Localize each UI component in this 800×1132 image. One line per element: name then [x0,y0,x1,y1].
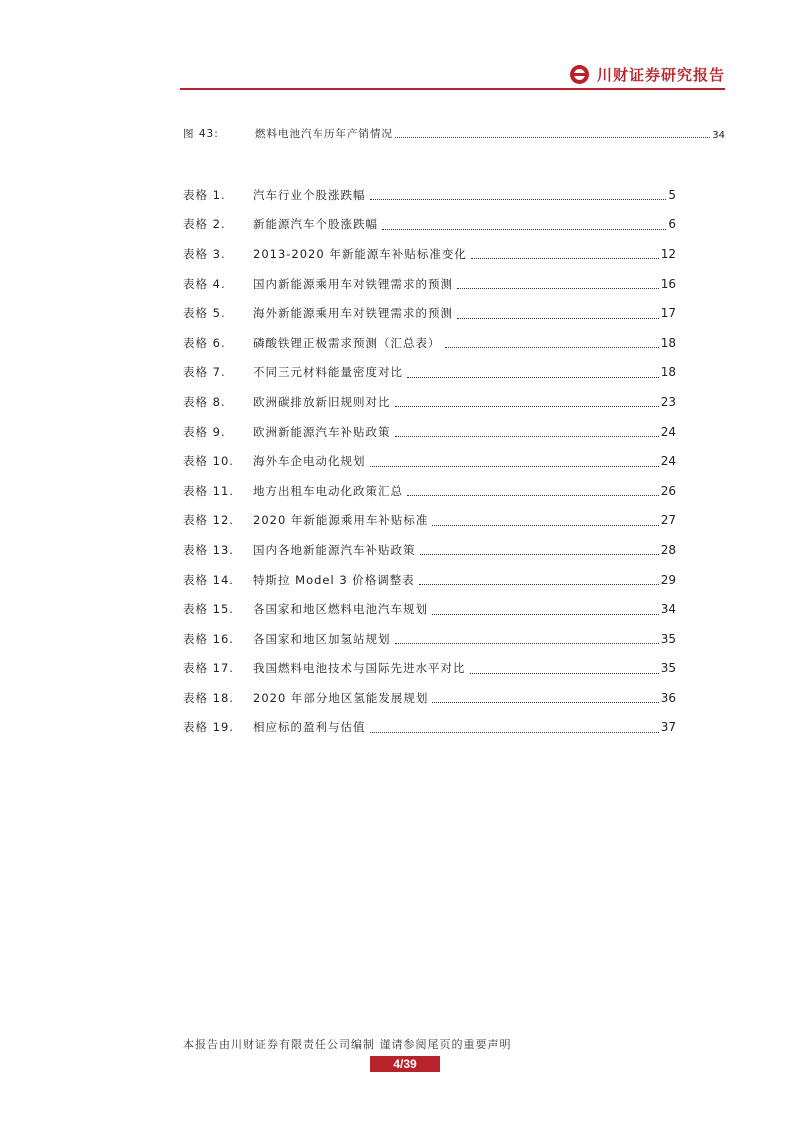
toc-table-entry[interactable] [183,387,676,417]
table-label: 表格 4. [183,276,226,291]
leader-dots [432,515,658,526]
table-title: 2020 年新能源乘用车补贴标准 [253,513,429,528]
toc-table-entry[interactable] [183,535,676,565]
table-page: 29 [660,572,676,587]
toc-table-entry[interactable] [183,476,676,506]
leader-dots [370,456,659,467]
table-of-tables [183,180,676,742]
table-title: 2020 年部分地区氢能发展规划 [253,690,429,705]
table-label: 表格 2. [183,217,226,232]
table-title: 国内各地新能源汽车补贴政策 [253,542,416,557]
table-title: 我国燃料电池技术与国际先进水平对比 [253,661,466,676]
leader-dots [407,367,659,378]
toc-table-entry[interactable] [183,713,676,743]
footer-disclaimer: 本报告由川财证券有限责任公司编制 谨请参阅尾页的重要声明 [183,1038,512,1051]
table-label: 表格 5. [183,306,226,321]
toc-table-entry[interactable] [183,358,676,388]
table-label: 表格 9. [183,424,226,439]
table-label: 表格 1. [183,187,226,202]
table-title: 磷酸铁锂正极需求预测（汇总表） [253,335,441,350]
table-label: 表格 12. [183,513,234,528]
table-label: 表格 14. [183,572,234,587]
toc-figure-entry[interactable] [183,125,725,141]
table-page: 28 [660,542,676,557]
header-divider [180,88,725,90]
leader-dots [395,137,710,138]
table-label: 表格 17. [183,661,234,676]
table-page: 16 [660,276,676,291]
leader-dots [419,574,659,585]
leader-dots [395,396,659,407]
figure-title: 燃料电池汽车历年产销情况 [255,128,393,140]
leader-dots [445,337,659,348]
table-label: 表格 18. [183,690,234,705]
toc-table-entry[interactable] [183,239,676,269]
table-label: 表格 16. [183,631,234,646]
table-page: 12 [660,246,676,261]
leader-dots [382,219,666,230]
figure-page: 34 [712,130,725,141]
table-page: 18 [660,365,676,380]
table-page: 27 [660,513,676,528]
toc-table-entry[interactable] [183,180,676,210]
toc-table-entry[interactable] [183,506,676,536]
table-title: 国内新能源乘用车对铁锂需求的预测 [253,276,453,291]
toc-table-entry[interactable] [183,654,676,684]
table-page: 34 [660,602,676,617]
table-title: 不同三元材料能量密度对比 [253,365,403,380]
leader-dots [370,722,659,733]
leader-dots [420,544,659,555]
table-label: 表格 19. [183,720,234,735]
table-page: 35 [660,631,676,646]
table-title: 汽车行业个股涨跌幅 [253,187,366,202]
table-title: 欧洲碳排放新旧规则对比 [253,394,391,409]
table-label: 表格 13. [183,542,234,557]
leader-dots [395,426,659,437]
table-title: 各国家和地区加氢站规划 [253,631,391,646]
table-title: 海外新能源乘用车对铁锂需求的预测 [253,306,453,321]
leader-dots [457,308,659,319]
toc-table-entry[interactable] [183,210,676,240]
page-number-badge: 4/39 [370,1056,440,1072]
toc-table-entry[interactable] [183,446,676,476]
leader-dots [370,189,667,200]
table-page: 23 [660,394,676,409]
table-title: 海外车企电动化规划 [253,454,366,469]
leader-dots [432,692,658,703]
table-label: 表格 11. [183,483,234,498]
leader-dots [407,485,659,496]
table-title: 各国家和地区燃料电池汽车规划 [253,602,428,617]
figure-label: 图 43: [183,128,219,140]
company-logo-icon [570,65,589,84]
leader-dots [395,633,659,644]
table-page: 5 [668,187,676,202]
page-header [180,62,725,90]
table-label: 表格 15. [183,602,234,617]
toc-table-entry[interactable] [183,683,676,713]
leader-dots [470,663,659,674]
table-title: 2013-2020 年新能源车补贴标准变化 [253,246,467,261]
table-page: 18 [660,335,676,350]
table-page: 26 [660,483,676,498]
toc-table-entry[interactable] [183,328,676,358]
leader-dots [432,604,659,615]
table-label: 表格 6. [183,335,226,350]
table-page: 36 [660,690,676,705]
table-title: 特斯拉 Model 3 价格调整表 [253,572,415,587]
toc-table-entry[interactable] [183,298,676,328]
table-page: 6 [668,217,676,232]
table-title: 地方出租车电动化政策汇总 [253,483,403,498]
table-label: 表格 3. [183,246,226,261]
toc-table-entry[interactable] [183,417,676,447]
toc-table-entry[interactable] [183,624,676,654]
table-page: 37 [660,720,676,735]
table-title: 相应标的盈利与估值 [253,720,366,735]
table-title: 欧洲新能源汽车补贴政策 [253,424,391,439]
table-label: 表格 10. [183,454,234,469]
leader-dots [457,278,659,289]
toc-table-entry[interactable] [183,269,676,299]
brand [570,64,725,85]
table-page: 17 [660,306,676,321]
toc-table-entry[interactable] [183,565,676,595]
toc-table-entry[interactable] [183,594,676,624]
table-label: 表格 8. [183,394,226,409]
table-label: 表格 7. [183,365,226,380]
table-title: 新能源汽车个股涨跌幅 [253,217,378,232]
table-page: 24 [660,454,676,469]
table-page: 24 [660,424,676,439]
table-page: 35 [660,661,676,676]
leader-dots [471,248,659,259]
brand-name: 川财证券研究报告 [596,66,725,84]
